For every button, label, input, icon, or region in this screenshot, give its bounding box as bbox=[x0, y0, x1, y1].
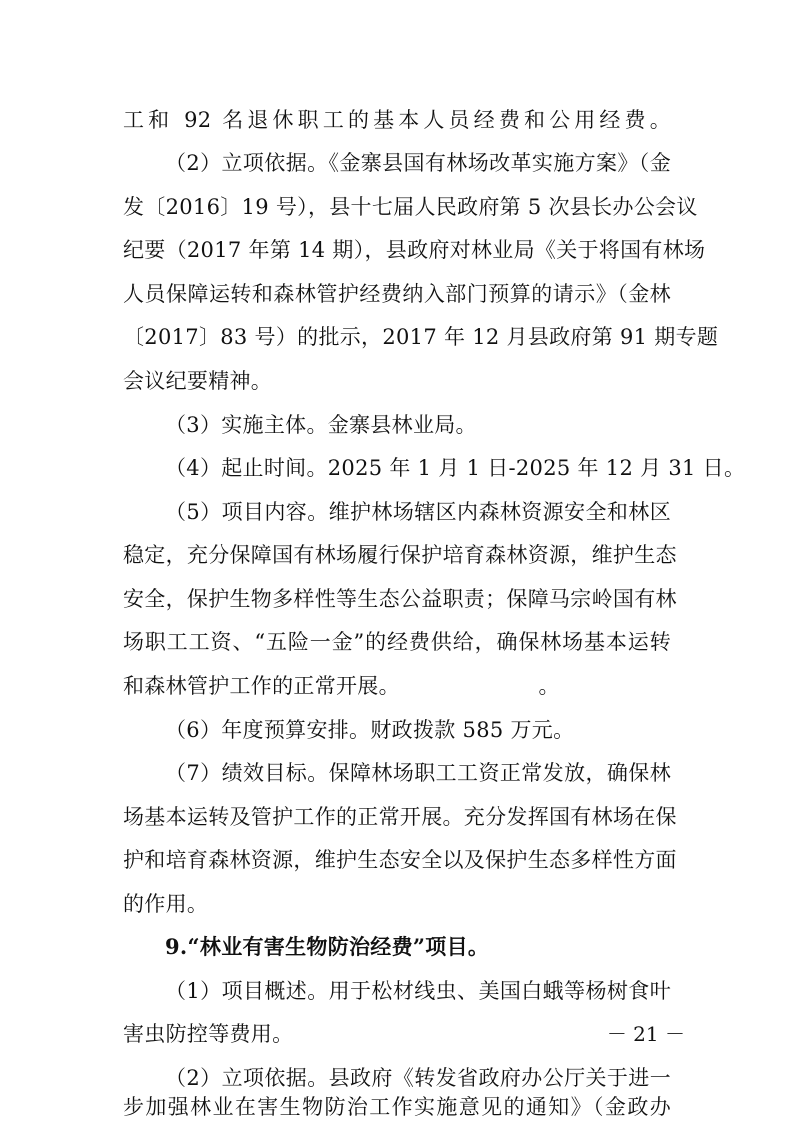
section-heading: 9.“林业有害生物防治经费”项目。 bbox=[165, 934, 490, 959]
text-line-2: （2）立项依据。《金寨县国有林场改革实施方案》（金 bbox=[165, 151, 671, 175]
text-line-3: 发〔2016〕19 号），县十七届人民政府第 5 次县长办公会议 bbox=[123, 195, 698, 219]
text-line-1: 工和 92 名退休职工的基本人员经费和公用经费。 bbox=[123, 108, 671, 132]
text-line-13: 场职工工资、“五险一金”的经费供给，确保林场基本运转 bbox=[123, 630, 671, 654]
text-line-21: （1）项目概述。用于松材线虫、美国白蛾等杨树食叶 bbox=[165, 979, 671, 1003]
text-line-14: 和森林管护工作的正常开展。 。 bbox=[123, 674, 560, 698]
text-line-24: 步加强林业在害生物防治工作实施意见的通知》（金政办 bbox=[123, 1095, 671, 1119]
text-line-6: 〔2017〕83 号）的批示，2017 年 12 月县政府第 91 期专题 bbox=[123, 325, 719, 349]
text-line-5: 人员保障运转和森林管护经费纳入部门预算的请示》（金林 bbox=[123, 282, 671, 306]
text-line-17: 场基本运转及管护工作的正常开展。充分发挥国有林场在保 bbox=[123, 805, 677, 829]
text-line-8: （3）实施主体。金寨县林业局。 bbox=[165, 413, 477, 437]
text-line-9: （4）起止时间。2025 年 1 月 1 日-2025 年 12 月 31 日。 bbox=[165, 456, 746, 480]
text-line-7: 会议纪要精神。 bbox=[123, 369, 273, 393]
text-line-10: （5）项目内容。维护林场辖区内森林资源安全和林区 bbox=[165, 500, 671, 524]
text-line-18: 护和培育森林资源，维护生态安全以及保护生态多样性方面 bbox=[123, 848, 677, 872]
text-line-23: （2）立项依据。县政府《转发省政府办公厅关于进一 bbox=[165, 1066, 671, 1090]
text-line-12: 安全，保护生物多样性等生态公益职责；保障马宗岭国有林 bbox=[123, 587, 677, 611]
text-line-11: 稳定，充分保障国有林场履行保护培育森林资源，维护生态 bbox=[123, 543, 677, 567]
text-line-22: 害虫防控等费用。 bbox=[123, 1022, 294, 1046]
text-line-15: （6）年度预算安排。财政拨款 585 万元。 bbox=[165, 718, 575, 742]
text-line-19: 的作用。 bbox=[123, 892, 209, 916]
page-number: － 21 － bbox=[606, 1022, 685, 1046]
text-line-16: （7）绩效目标。保障林场职工工资正常发放，确保林 bbox=[165, 761, 671, 785]
text-line-4: 纪要（2017 年第 14 期），县政府对林业局《关于将国有林场 bbox=[123, 238, 706, 262]
